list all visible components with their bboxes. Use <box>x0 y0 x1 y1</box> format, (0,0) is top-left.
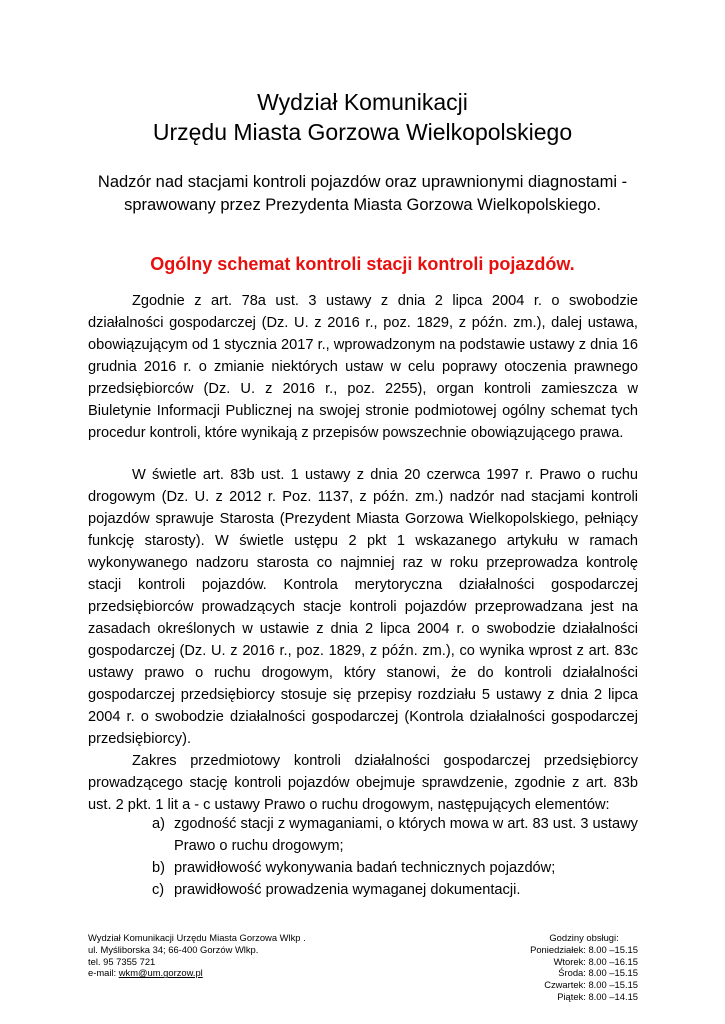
list-item <box>152 857 642 879</box>
footer-hours <box>530 932 638 1003</box>
list-item-text: zgodność stacji z wymaganiami, o których mowa w art. 83 ust. 3 ustawy Prawo o ruchu drogowym; <box>174 816 638 854</box>
body-paragraph-1-block <box>88 290 638 444</box>
footer-email-label: e-mail: <box>88 967 119 979</box>
footer-hours-thursday: Czwartek: 8.00 –15.15 <box>544 979 638 991</box>
footer-hours-tuesday: Wtorek: 8.00 –16.15 <box>553 955 638 967</box>
footer-hours-wednesday: Środa: 8.00 –15.15 <box>558 967 638 979</box>
list-item-text: prawidłowość prowadzenia wymaganej dokumentacji. <box>174 882 521 898</box>
list-item <box>152 879 642 901</box>
list-marker: b) <box>152 860 165 876</box>
list-marker: c) <box>152 882 165 898</box>
footer-phone: tel. 95 7355 721 <box>88 955 156 967</box>
footer-email-line <box>88 967 306 979</box>
section-heading: Ogólny schemat kontroli stacji kontroli pojazdów. <box>150 254 575 274</box>
document-title <box>0 87 725 147</box>
body-paragraph-1: Zgodnie z art. 78a ust. 3 ustawy z dnia 2 lipca 2004 r. o swobodzie działalności gospodarczej (Dz. U. z 2016 r., poz. 1829, z późn. zm.), dalej ustawa, obowiązującym od 1 stycznia 2017 r., wprowadzonym na podstawie ustawy z dnia 16 grudnia 2016 r. o zmianie niektórych ustaw w celu poprawy otoczenia prawnego przedsiębiorców (Dz. U. z 2016 r., poz. 2255), organ kontroli zamieszcza w Biuletynie Informacji Publicznej na swojej stronie podmiotowej ogólny schemat tych procedur kontroli, które wynikają z przepisów powszechnie obowiązującego prawa. <box>88 293 638 441</box>
footer-contact <box>88 932 306 979</box>
footer-hours-friday: Piątek: 8.00 –14.15 <box>557 990 638 1002</box>
document-subtitle: Nadzór nad stacjami kontroli pojazdów oraz uprawnionymi diagnostami - sprawowany przez Prezydenta Miasta Gorzowa Wielkopolskiego. <box>97 173 628 214</box>
title-line-2: Urzędu Miasta Gorzowa Wielkopolskiego <box>152 119 573 145</box>
list-marker: a) <box>152 816 165 832</box>
footer-hours-title: Godziny obsługi: <box>549 932 619 943</box>
footer-address: ul. Myśliborska 34; 66-400 Gorzów Wlkp. <box>88 943 259 955</box>
footer-email-link[interactable]: wkm@um.gorzow.pl <box>118 967 203 979</box>
body-paragraph-2: W świetle art. 83b ust. 1 ustawy z dnia 20 czerwca 1997 r. Prawo o ruchu drogowym (Dz. U. z 2012 r. Poz. 1137, z późn. zm.) nadzór nad stacjami kontroli pojazdów sprawuje Starosta (Prezydent Miasta Gorzowa Wielkopolskiego, pełniący funkcję starosty). W świetle ustępu 2 pkt 1 wskazanego artykułu w ramach wykonywanego nadzoru starosta co najmniej raz w roku przeprowadza kontrolę stacji kontroli pojazdów. Kontrola merytoryczna działalności gospodarczej przedsiębiorców prowadzących stacje kontroli pojazdów przeprowadzana jest na zasadach określonych w ustawie z dnia 2 lipca 2004 r. o swobodzie działalności gospodarczej (Dz. U. z 2016 r., poz. 1829, z późn. zm.), co wynika wprost z art. 83c ustawy prawo o ruchu drogowym, który stanowi, że do kontroli działalności gospodarczej przedsiębiorcy stosuje się przepisy rozdziału 5 ustawy z dnia 2 lipca 2004 r. o swobodzie działalności gospodarczej (Kontrola działalności gospodarczej przedsiębiorcy). <box>88 467 638 747</box>
body-paragraph-3: Zakres przedmiotowy kontroli działalności gospodarczej przedsiębiorcy prowadzącego stację kontroli pojazdów obejmuje sprawdzenie, zgodnie z art. 83b ust. 2 pkt. 1 lit a - c ustawy Prawo o ruchu drogowym, następujących elementów: <box>88 753 638 813</box>
list-item <box>152 813 642 857</box>
footer-hours-monday: Poniedziałek: 8.00 –15.15 <box>530 943 638 955</box>
footer-org: Wydział Komunikacji Urzędu Miasta Gorzowa Wlkp . <box>88 932 306 943</box>
scope-list <box>152 813 642 901</box>
body-paragraph-2-block <box>88 464 638 816</box>
list-item-text: prawidłowość wykonywania badań technicznych pojazdów; <box>174 860 556 876</box>
title-line-1: Wydział Komunikacji <box>257 89 468 115</box>
